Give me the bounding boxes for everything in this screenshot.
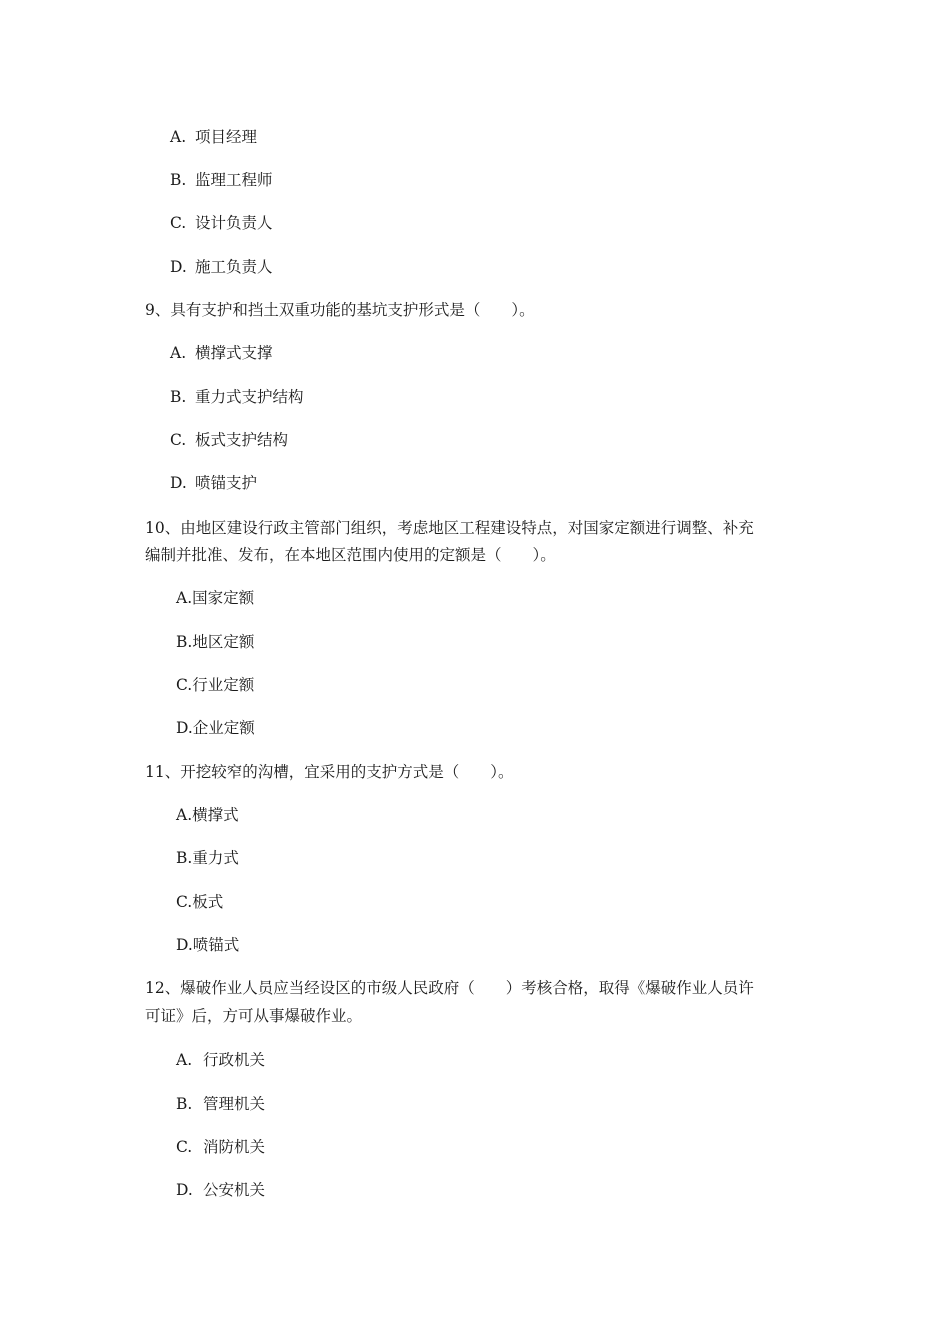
option-letter: A. — [170, 128, 187, 146]
q8-option-b — [170, 170, 273, 190]
option-text: 管理机关 — [203, 1095, 266, 1113]
q10-option-a: A.国家定额 — [176, 589, 255, 607]
q10-option-c: C.行业定额 — [176, 676, 255, 694]
q10-stem-line1: 10、由地区建设行政主管部门组织，考虑地区工程建设特点，对国家定额进行调整、补充 — [145, 519, 754, 537]
q8-option-d — [170, 257, 273, 277]
option-text: 公安机关 — [203, 1181, 266, 1199]
option-letter: A. — [176, 1051, 193, 1069]
option-text: 施工负责人 — [195, 258, 273, 276]
option-letter: B. — [170, 388, 187, 406]
option-text: 横撑式支撑 — [195, 344, 273, 362]
q9-option-a — [170, 343, 273, 363]
option-letter: C. — [170, 431, 187, 449]
q10-option-b: B.地区定额 — [176, 633, 255, 651]
q12-stem-line2: 可证》后，方可从事爆破作业。 — [145, 1007, 363, 1025]
q10-option-d: D.企业定额 — [176, 719, 255, 737]
q9-option-d — [170, 473, 257, 493]
option-text: 消防机关 — [203, 1138, 266, 1156]
option-letter: D. — [170, 258, 187, 276]
q11-option-d: D.喷锚式 — [176, 936, 240, 954]
option-text: 喷锚支护 — [195, 474, 258, 492]
option-letter: C. — [170, 214, 187, 232]
q8-option-c — [170, 213, 273, 233]
q10-stem-line2: 编制并批准、发布，在本地区范围内使用的定额是（ ）。 — [145, 546, 556, 564]
option-letter: B. — [176, 1095, 193, 1113]
option-text: 行政机关 — [203, 1051, 266, 1069]
q12-option-a — [176, 1050, 265, 1070]
q12-option-b — [176, 1094, 265, 1114]
q12-option-d — [176, 1180, 265, 1200]
q11-option-a: A.横撑式 — [176, 806, 239, 824]
option-letter: B. — [170, 171, 187, 189]
q9-option-c — [170, 430, 288, 450]
option-text: 重力式支护结构 — [195, 388, 304, 406]
q11-stem: 11、开挖较窄的沟槽，宜采用的支护方式是（ ）。 — [145, 763, 514, 781]
q12-option-c — [176, 1137, 265, 1157]
option-letter: A. — [170, 344, 187, 362]
q12-stem-line1: 12、爆破作业人员应当经设区的市级人民政府（ ）考核合格，取得《爆破作业人员许 — [145, 979, 754, 997]
q11-option-c: C.板式 — [176, 893, 224, 911]
option-letter: C. — [176, 1138, 193, 1156]
option-letter: D. — [176, 1181, 193, 1199]
q11-option-b: B.重力式 — [176, 849, 239, 867]
option-text: 板式支护结构 — [195, 431, 289, 449]
option-letter: D. — [170, 474, 187, 492]
option-text: 监理工程师 — [195, 171, 273, 189]
q9-option-b — [170, 387, 304, 407]
q9-stem: 9、具有支护和挡土双重功能的基坑支护形式是（ ）。 — [145, 301, 535, 319]
q8-option-a — [170, 127, 257, 147]
option-text: 项目经理 — [195, 128, 258, 146]
option-text: 设计负责人 — [195, 214, 273, 232]
